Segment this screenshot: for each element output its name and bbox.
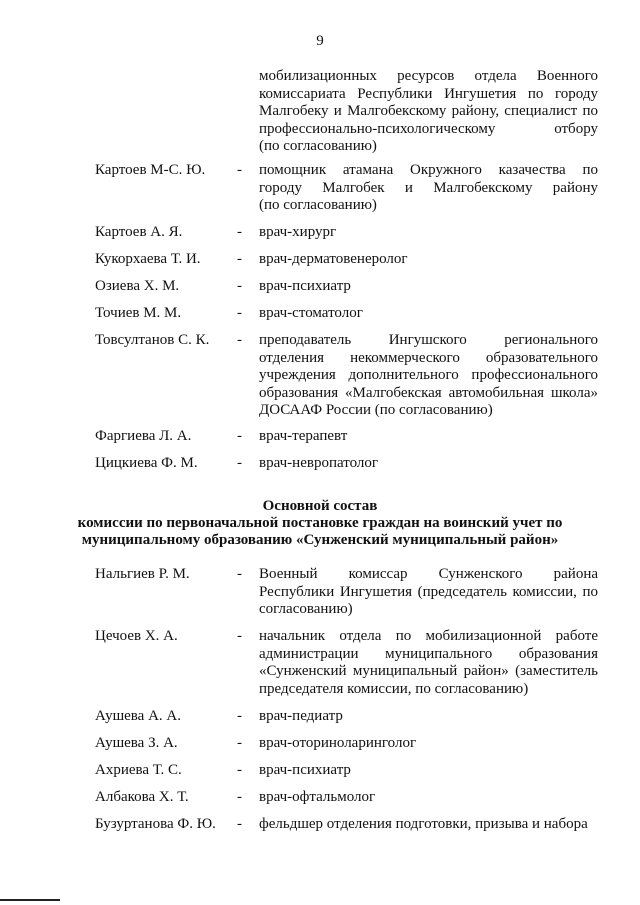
description-line: согласованию): [259, 601, 353, 618]
description-line: учреждения дополнительного профессионального: [259, 367, 598, 384]
description-line: фельдшер отделения подготовки, призыва и набора: [259, 816, 588, 832]
separator-dash: -: [237, 305, 242, 321]
description-line: администрации муниципального образования: [259, 645, 598, 662]
separator-dash: -: [237, 251, 242, 267]
description-line: врач-терапевт: [259, 428, 348, 444]
member-name: Бузуртанова Ф. Ю.: [95, 816, 216, 832]
description-line: врач-офтальмолог: [259, 789, 376, 805]
separator-dash: -: [237, 428, 242, 444]
description-line: врач-педиатр: [259, 708, 343, 724]
member-name: Аушева З. А.: [95, 735, 178, 751]
member-position: [259, 278, 598, 296]
description-line: врач-невропатолог: [259, 455, 379, 471]
separator-dash: -: [237, 628, 242, 644]
member-name: Кукорхаева Т. И.: [95, 251, 201, 267]
description-line: (по согласованию): [259, 138, 377, 155]
member-position: [259, 455, 598, 473]
description-line: Малгобеку и Малгобекскому району, специалист по: [259, 103, 598, 120]
separator-dash: -: [237, 455, 242, 471]
separator-dash: -: [237, 789, 242, 805]
description-line: преподаватель Ингушского регионального: [259, 332, 598, 348]
page-number: 9: [316, 33, 324, 49]
description-line: городу Малгобек и Малгобекскому району: [259, 179, 598, 196]
description-line: начальник отдела по мобилизационной работе: [259, 628, 598, 644]
member-name: Озиева Х. М.: [95, 278, 180, 294]
heading-subtitle: муниципальному образованию «Сунженский муниципальный район»: [81, 532, 559, 548]
separator-dash: -: [237, 762, 242, 778]
member-name: Албакова Х. Т.: [95, 789, 189, 805]
description-line: (по согласованию): [259, 197, 377, 214]
description-line: «Сунженский муниципальный район» (заместитель: [259, 663, 598, 680]
description-line: председателя комиссии, по согласованию): [259, 680, 529, 697]
member-position: [259, 628, 598, 698]
member-position: [259, 708, 598, 726]
description-line: профессионально-психологическому отбору: [259, 120, 598, 137]
description-line: врач-хирург: [259, 224, 337, 240]
member-name: Товсултанов С. К.: [95, 332, 210, 348]
separator-dash: -: [237, 566, 242, 582]
footer-rule: [0, 899, 60, 901]
description-line: ДОСААФ России (по согласованию): [259, 402, 493, 419]
separator-dash: -: [237, 708, 242, 724]
description-line: отделения некоммерческого образовательного: [259, 349, 598, 366]
member-position: [259, 251, 598, 269]
member-position: [259, 162, 598, 215]
member-name: Цечоев Х. А.: [95, 628, 178, 644]
separator-dash: -: [237, 224, 242, 240]
heading-title: Основной состав: [262, 498, 378, 514]
separator-dash: -: [237, 278, 242, 294]
member-name: Аушева А. А.: [95, 708, 182, 724]
description-line: врач-психиатр: [259, 278, 351, 294]
member-name: Картоев А. Я.: [95, 224, 183, 240]
member-position: [259, 224, 598, 242]
separator-dash: -: [237, 816, 242, 832]
description-line: врач-оториноларинголог: [259, 735, 417, 751]
member-position: [259, 762, 598, 780]
description-line: Республики Ингушетия (председатель комиссии, по: [259, 583, 598, 600]
separator-dash: -: [237, 332, 242, 348]
description-line: комиссариата Республики Ингушетия по городу: [259, 85, 598, 102]
description-line: Военный комиссар Сунженского района: [259, 566, 598, 582]
separator-dash: -: [237, 735, 242, 751]
member-name: Ахриева Т. С.: [95, 762, 182, 778]
member-position: [259, 735, 598, 753]
member-name: Точиев М. М.: [95, 305, 182, 321]
heading-subtitle: комиссии по первоначальной постановке граждан на воинский учет по: [77, 515, 563, 531]
member-position: [259, 789, 598, 807]
member-position: [259, 428, 598, 446]
member-name: Цицкиева Ф. М.: [95, 455, 198, 471]
member-position: [259, 305, 598, 323]
description-line: мобилизационных ресурсов отдела Военного: [259, 68, 598, 84]
member-position: [259, 566, 598, 619]
separator-dash: -: [237, 162, 242, 178]
continuation-text: [259, 68, 598, 156]
description-line: врач-стоматолог: [259, 305, 363, 321]
description-line: образования «Малгобекская автомобильная школа»: [259, 384, 598, 401]
description-line: врач-психиатр: [259, 762, 351, 778]
member-position: [259, 816, 598, 834]
member-name: Фаргиева Л. А.: [95, 428, 192, 444]
member-position: [259, 332, 598, 420]
description-line: врач-дерматовенеролог: [259, 251, 408, 267]
member-name: Нальгиев Р. М.: [95, 566, 190, 582]
member-name: Картоев М-С. Ю.: [95, 162, 206, 178]
description-line: помощник атамана Окружного казачества по: [259, 162, 598, 178]
